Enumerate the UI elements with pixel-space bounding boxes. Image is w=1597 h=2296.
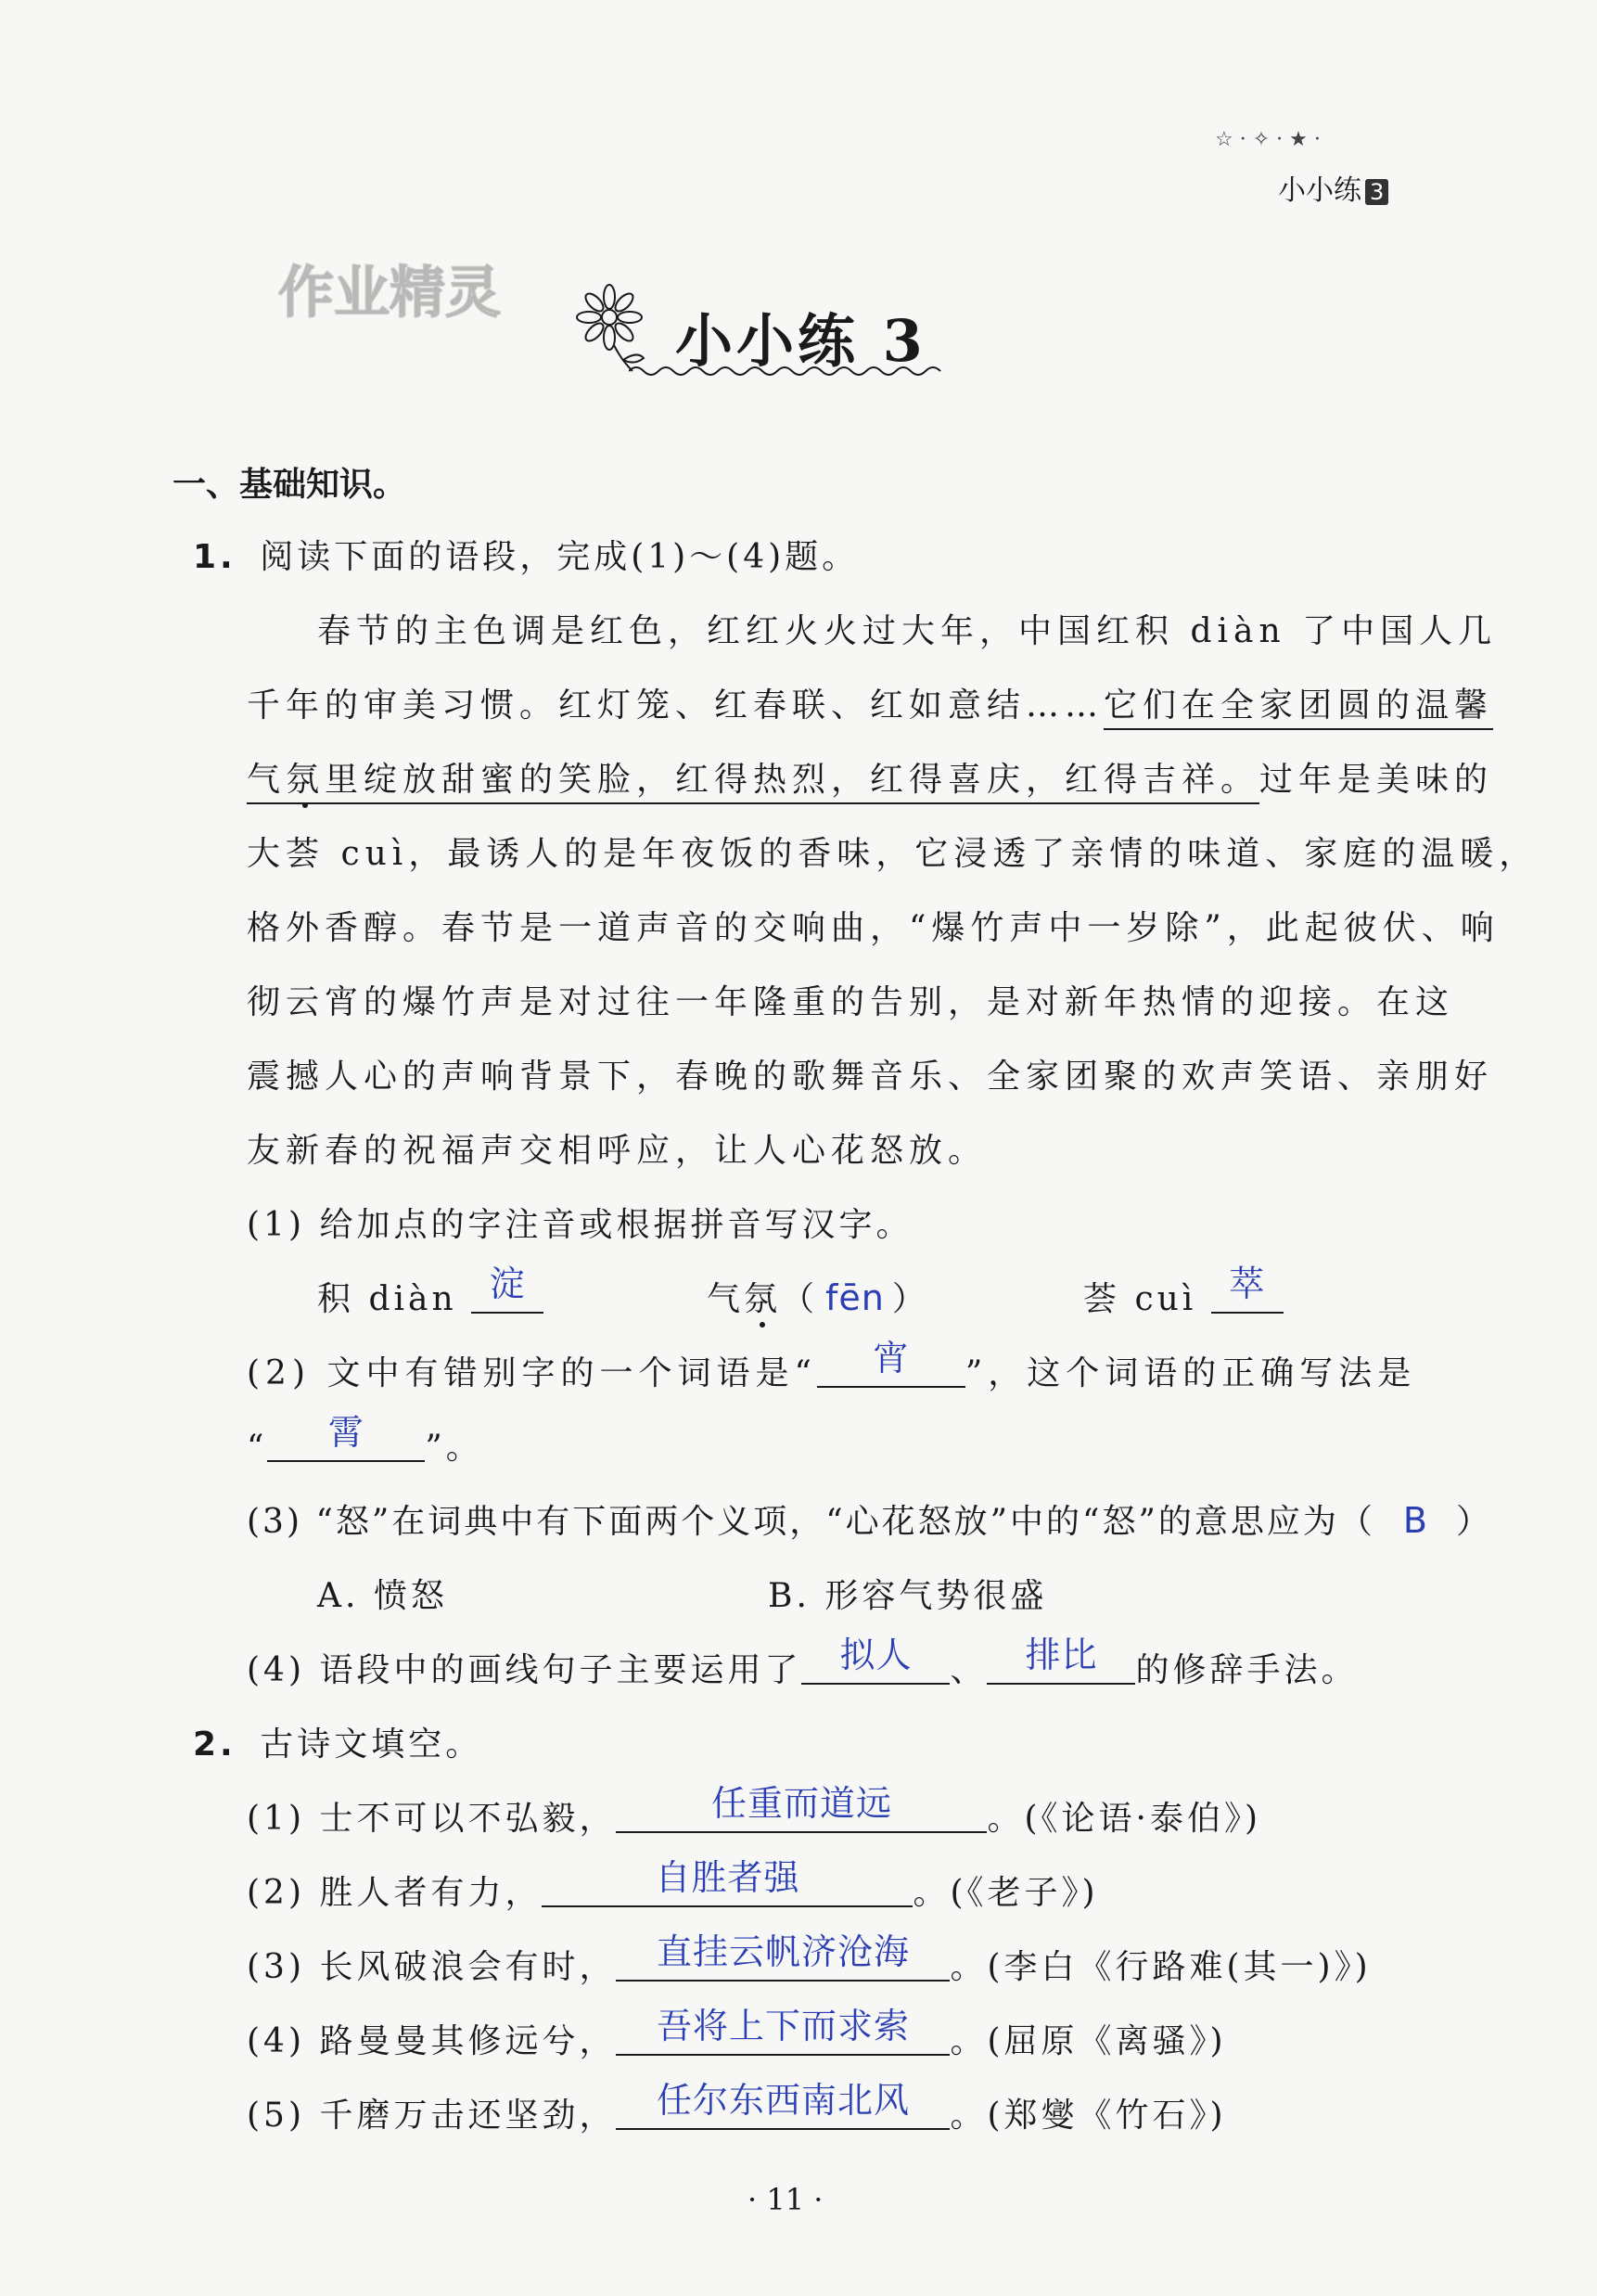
answer-blank[interactable] xyxy=(267,1412,425,1462)
poem-item xyxy=(247,1931,1372,1988)
poem-pre: (5) 千磨万击还坚劲， xyxy=(247,2097,617,2135)
subquestion-1: (1) 给加点的字注音或根据拼音写汉字。 xyxy=(247,1206,913,1244)
subquestion-1-a xyxy=(317,1263,543,1320)
passage-line: 震撼人心的声响背景下，春晚的歌舞音乐、全家团聚的欢声笑语、亲朋好 xyxy=(247,1058,1494,1096)
answer-blank[interactable] xyxy=(616,2080,950,2130)
passage-line: 友新春的祝福声交相呼应，让人心花怒放。 xyxy=(247,1132,988,1170)
answer-blank[interactable] xyxy=(616,2006,950,2056)
poem-source: 。(郑燮《竹石》) xyxy=(950,2097,1227,2135)
answer-text: 任重而道远 xyxy=(710,1783,892,1824)
item-label: 荟 cuì xyxy=(1083,1280,1197,1318)
dotted-char: 氛 xyxy=(286,761,326,799)
question-number: 2. xyxy=(193,1725,236,1764)
question-prompt: 阅读下面的语段，完成(1)～(4)题。 xyxy=(260,538,860,576)
poem-source: 。(《老子》) xyxy=(913,1874,1099,1912)
quote: ”。 xyxy=(425,1429,483,1467)
answer-text: 萃 xyxy=(1229,1263,1266,1304)
paren: ） xyxy=(891,1280,929,1318)
answer-blank[interactable] xyxy=(542,1857,913,1907)
answer-text: 自胜者强 xyxy=(655,1857,800,1898)
passage-line: 春节的主色调是红色，红红火火过大年，中国红积 diàn 了中国人几 xyxy=(317,612,1498,650)
section-title: 一、基础知识。 xyxy=(172,466,407,504)
question-text: (4) 语段中的画线句子主要运用了 xyxy=(247,1651,802,1689)
poem-pre: (4) 路曼曼其修远兮， xyxy=(247,2022,617,2060)
answer-blank[interactable] xyxy=(471,1263,543,1314)
answer-text: B xyxy=(1402,1500,1428,1541)
page-title: 小小练 3 xyxy=(675,307,926,375)
paren: （ xyxy=(781,1280,819,1318)
answer-text: fēn xyxy=(825,1277,885,1318)
passage-text: 里绽放甜蜜的笑脸，红得热烈，红得喜庆，红得吉祥。 xyxy=(325,761,1260,799)
question-text: 的修辞手法。 xyxy=(1135,1651,1359,1689)
passage-line xyxy=(247,753,1493,801)
passage-line xyxy=(247,679,1493,726)
passage-line: 格外香醇。春节是一道声音的交响曲，“爆竹声中一岁除”，此起彼伏、响 xyxy=(247,909,1500,947)
poem-item xyxy=(247,2006,1227,2062)
quote: “ xyxy=(247,1429,268,1467)
answer-text: 霄 xyxy=(327,1412,364,1453)
passage-line: 大荟 cuì，最诱人的是年夜饭的香味，它浸透了亲情的味道、家庭的温暖， xyxy=(247,835,1539,873)
page-header xyxy=(1278,167,1388,208)
poem-pre: (1) 士不可以不弘毅， xyxy=(247,1800,617,1838)
paren: ） xyxy=(1455,1503,1492,1541)
title-wave-underline xyxy=(629,364,948,378)
question-prompt: 古诗文填空。 xyxy=(260,1725,483,1764)
underlined-sentence: 它们在全家团圆的温馨 xyxy=(1104,686,1493,730)
subquestion-3 xyxy=(247,1495,1492,1543)
question-1 xyxy=(193,531,859,578)
subquestion-2 xyxy=(247,1338,1417,1394)
passage-line: 彻云宵的爆竹声是对过往一年隆重的告别，是对新年热情的迎接。在这 xyxy=(247,983,1455,1021)
option-a: A. 愤怒 xyxy=(317,1577,448,1615)
poem-item xyxy=(247,2080,1227,2136)
answer-blank[interactable] xyxy=(616,1783,987,1833)
separator: 、 xyxy=(950,1651,988,1689)
subquestion-1-b xyxy=(707,1273,929,1320)
question-text: (3) “怒”在词典中有下面两个义项，“心花怒放”中的“怒”的意思应为（ xyxy=(247,1503,1375,1541)
question-text: ”，这个词语的正确写法是 xyxy=(965,1354,1417,1392)
passage-text: 千年的审美习惯。红灯笼、红春联、红如意结…… xyxy=(247,686,1105,725)
answer-blank[interactable] xyxy=(987,1635,1135,1685)
answer-blank[interactable] xyxy=(1211,1263,1284,1314)
subquestion-4 xyxy=(247,1635,1359,1691)
poem-source: 。(屈原《离骚》) xyxy=(950,2022,1227,2060)
item-label: 气 xyxy=(707,1280,745,1318)
answer-text: 排比 xyxy=(1025,1635,1098,1675)
answer-text: 淀 xyxy=(489,1263,526,1304)
header-label: 小小练 xyxy=(1278,174,1361,207)
subquestion-2-answer xyxy=(247,1412,483,1469)
dotted-char: 氛 xyxy=(744,1280,782,1318)
answer-blank[interactable] xyxy=(616,1931,950,1982)
passage-text: 过年是美味的 xyxy=(1259,761,1494,799)
item-label: 积 diàn xyxy=(317,1280,457,1318)
answer-blank[interactable] xyxy=(801,1635,950,1685)
answer-text: 直挂云帆济沧海 xyxy=(656,1931,910,1972)
stars-decoration: ☆ · ✧ · ★ · xyxy=(1215,128,1321,151)
question-2 xyxy=(193,1718,482,1765)
poem-pre: (3) 长风破浪会有时， xyxy=(247,1948,617,1986)
answer-blank[interactable] xyxy=(817,1338,965,1388)
header-badge: 3 xyxy=(1365,179,1388,205)
answer-text: 拟人 xyxy=(839,1635,913,1675)
watermark: 作业精灵 xyxy=(278,261,501,326)
page-number: · 11 · xyxy=(747,2182,824,2217)
poem-item xyxy=(247,1857,1099,1914)
poem-item xyxy=(247,1783,1261,1840)
underlined-sentence xyxy=(247,761,1259,804)
answer-text: 任尔东西南北风 xyxy=(656,2080,910,2121)
poem-source: 。(李白《行路难(其一)》) xyxy=(950,1948,1372,1986)
question-text: (2) 文中有错别字的一个词语是“ xyxy=(247,1354,817,1392)
poem-pre: (2) 胜人者有力， xyxy=(247,1874,543,1912)
question-number: 1. xyxy=(193,538,236,576)
answer-text: 宵 xyxy=(873,1338,910,1379)
subquestion-1-c xyxy=(1083,1263,1284,1320)
poem-source: 。(《论语·泰伯》) xyxy=(987,1800,1261,1838)
answer-text: 吾将上下而求索 xyxy=(656,2006,910,2046)
option-b: B. 形容气势很盛 xyxy=(768,1577,1048,1615)
passage-text: 气 xyxy=(247,761,287,799)
